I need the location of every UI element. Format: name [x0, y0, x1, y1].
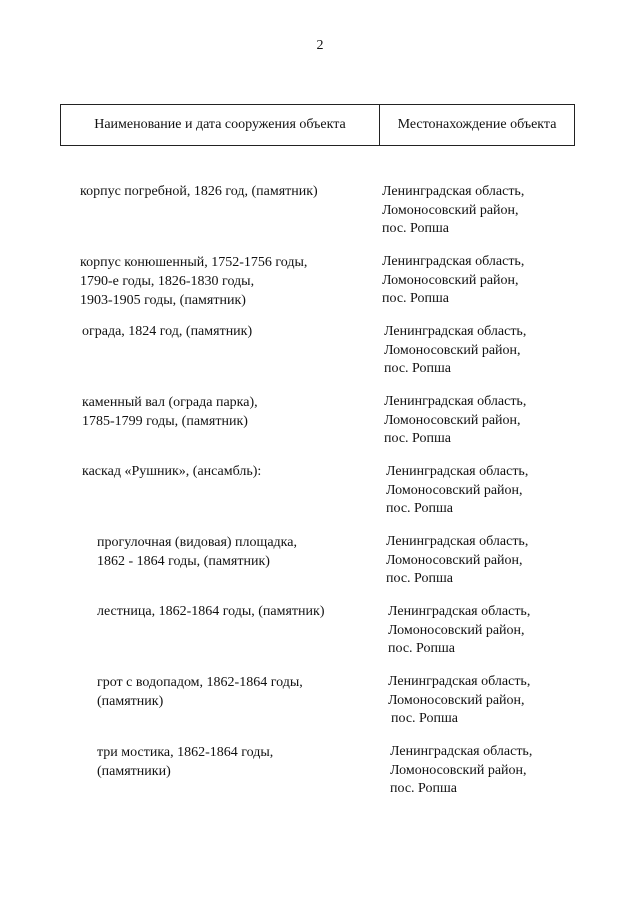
object-location [384, 323, 526, 379]
location-settlement: пос. Ропша [388, 641, 455, 656]
object-location [386, 463, 528, 519]
table-header [60, 104, 575, 146]
location-district: Ломоносовский район, [382, 272, 519, 288]
location-district: Ломоносовский район, [388, 692, 525, 708]
object-name: прогулочная (видовая) площадка, 1862 - 1864 годы, (памятник) [97, 535, 297, 569]
location-settlement: пос. Ропша [382, 291, 449, 306]
location-district: Ломоносовский район, [384, 342, 521, 358]
header-name-column: Наименование и дата сооружения объекта [61, 105, 380, 145]
location-district: Ломоносовский район, [388, 622, 525, 638]
location-region: Ленинградская область, [384, 324, 527, 339]
object-name: каскад «Рушник», (ансамбль): [82, 464, 262, 479]
location-settlement: пос. Ропша [386, 571, 453, 586]
location-settlement: пос. Ропша [386, 501, 453, 516]
location-district: Ломоносовский район, [386, 482, 523, 498]
object-name: грот с водопадом, 1862-1864 годы, (памятник) [97, 675, 303, 709]
location-region: Ленинградская область, [386, 534, 529, 549]
object-location [384, 393, 526, 449]
location-settlement: пос. Ропша [390, 781, 457, 796]
object-name: ограда, 1824 год, (памятник) [82, 324, 253, 339]
header-location-column: Местонахождение объекта [397, 117, 557, 132]
location-region: Ленинградская область, [382, 254, 525, 269]
object-location [390, 743, 532, 799]
location-district: Ломоносовский район, [384, 412, 521, 428]
location-region: Ленинградская область, [384, 394, 527, 409]
object-name: корпус погребной, 1826 год, (памятник) [80, 184, 318, 199]
object-name: каменный вал (ограда парка), 1785-1799 годы, (памятник) [82, 395, 258, 429]
object-location [382, 253, 524, 309]
location-region: Ленинградская область, [390, 744, 533, 759]
location-settlement: пос. Ропша [384, 361, 451, 376]
location-settlement: пос. Ропша [391, 711, 458, 726]
location-settlement: пос. Ропша [384, 431, 451, 446]
object-location [386, 533, 528, 589]
object-name: три мостика, 1862-1864 годы, (памятники) [97, 745, 274, 779]
object-name: лестница, 1862-1864 годы, (памятник) [97, 604, 325, 619]
location-district: Ломоносовский район, [382, 202, 519, 218]
location-region: Ленинградская область, [382, 184, 525, 199]
location-region: Ленинградская область, [386, 464, 529, 479]
object-location [388, 673, 530, 729]
location-region: Ленинградская область, [388, 674, 531, 689]
location-region: Ленинградская область, [388, 604, 531, 619]
location-district: Ломоносовский район, [390, 762, 527, 778]
object-location [388, 603, 530, 659]
object-location [382, 183, 524, 239]
location-district: Ломоносовский район, [386, 552, 523, 568]
location-settlement: пос. Ропша [382, 221, 449, 236]
object-name: корпус конюшенный, 1752-1756 годы, 1790-е годы, 1826-1830 годы, 1903-1905 годы, (памятник) [80, 255, 308, 308]
page-number: 2 [316, 38, 324, 53]
